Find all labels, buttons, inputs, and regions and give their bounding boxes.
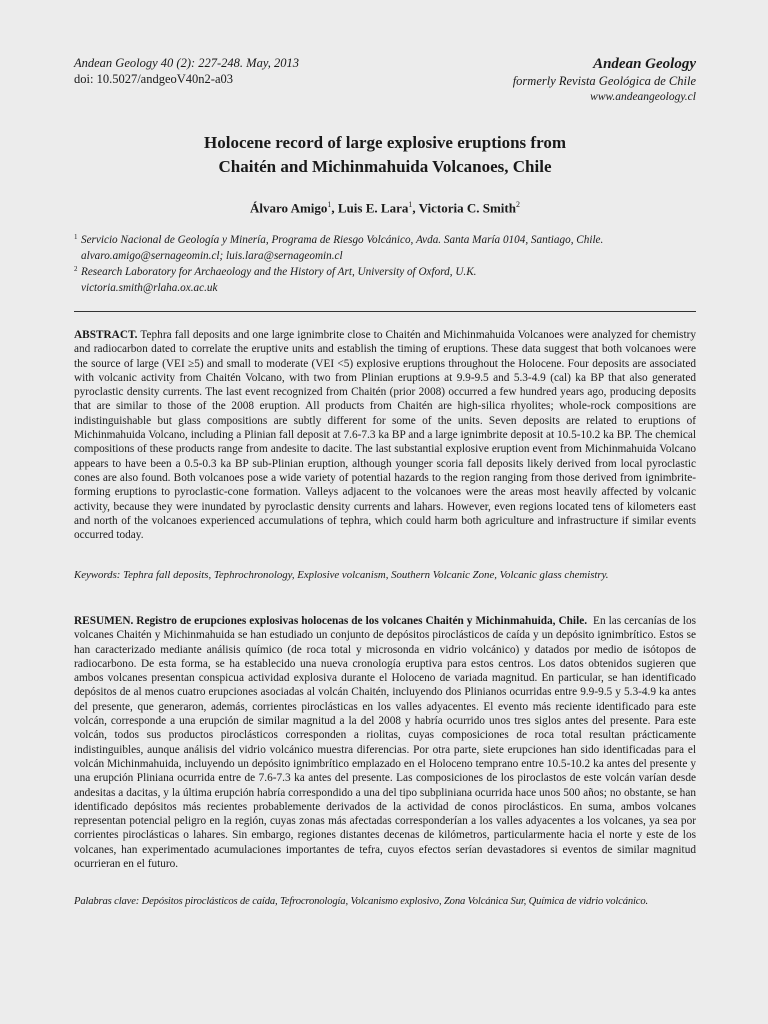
citation-block [74,55,299,87]
resumen [74,614,696,871]
abstract-text: Tephra fall deposits and one large ignimbrite close to Chaitén and Michinmahuida Volcanoes were analyzed for chemistry and radiocarbon dated to correlate the eruptive units and establish the timing of eruptions. These data suggest that both volcanoes were the source of large (VEI ≥5) and small to moderate (VEI <5) explosive eruptions throughout the Holocene. Four deposits are associated with volcanic activity from Chaitén Volcano, with two from Plinian eruptions at 9.9-9.5 and 5.3-4.9 (cal) ka BP that also generated pyroclastic density currents. The last event recognized from Chaitén (prior 2008) occurred a few hundred years ago, producing deposits that are similar to those of the 2008 eruption. All products from Chaitén are high-silica rhyolites; whole-rock compositions are indistinguishable but glass compositions are subtly different for some of the units. Seven deposits are related to eruptions of Michinmahuida Volcano, including a Plinian fall deposit at 7.6-7.3 ka BP and a large ignimbrite deposit at 10.5-10.2 ka BP. The chemical compositions of these products range from andesite to dacite. The last substantial explosive eruption event from Michinmahuida Volcano appears to have been a 0.5-0.3 ka BP sub-Plinian eruption, although younger scoria fall deposits likely derived from local pyroclastic cones are also found. Both volcanoes pose a wide variety of potential hazards to the region ranging from those derived from ignimbrite-forming eruptions to pyroclastic-cone formation. Valleys adjacent to the volcanoes were the areas most heavily affected by volcanic activity, because they were inundated by pyroclastic density currents and lahars. However, even regions located tens of kilometers east and north of the volcanoes experienced accumulations of tephra, which could harm both agriculture and infrastructure if similar events occurred today. [74,329,696,542]
affiliations [74,232,696,296]
doi[interactable]: doi: 10.5027/andgeoV40n2-a03 [74,72,234,86]
affiliation-number: 2 [74,265,78,273]
palabras-clave: Palabras clave: Depósitos piroclásticos de caída, Tefrocronología, Volcanismo explosivo, Zona Volcánica Sur, Química de vidrio volcánico. [74,896,648,907]
author-affil-mark: 1 [327,200,332,209]
header-divider [74,311,696,312]
journal-masthead [513,55,696,105]
keywords: Keywords: Tephra fall deposits, Tephrochronology, Explosive volcanism, Southern Volcanic Zone, Volcanic glass chemistry. [74,569,609,581]
abstract-label: ABSTRACT. [74,329,138,341]
affiliation-email[interactable]: victoria.smith@rlaha.ox.ac.uk [81,282,218,294]
affiliation-2 [74,264,696,296]
affiliation-email[interactable]: alvaro.amigo@sernageomin.cl; luis.lara@sernageomin.cl [81,250,343,262]
title-line-1: Holocene record of large explosive eruptions from [204,133,566,152]
author-affil-mark: 1 [408,200,413,209]
journal-former-name: formerly Revista Geológica de Chile [512,74,696,88]
resumen-text: En las cercanías de los volcanes Chaitén y Michinmahuida se han estudiado un conjunto de depósitos piroclásticos de caída y un depósito ignimbrítico. Estos se han caracterizado mediante análisis químico (de roca total y microsonda en vidrio volcánico) y datados por medio de isótopos de radiocarbono. De esta forma, se ha establecido una nueva cronología eruptiva para estos centros. Los datos obtenidos sugieren que ambos volcanes presentan conspicua actividad explosiva durante el Holoceno de variada magnitud. En particular, se han identificado depósitos de al menos cuatro erupciones asociadas al volcán Chaitén, incluyendo dos Plinianos ocurridas entre 9.9-9.5 y 5.3-4.9 ka antes del presente, que generaron, además, corrientes piroclásticas en los valles adyacentes. El evento más reciente identificado para este volcán, corresponde a una erupción de similar magnitud a la del 2008 y habría ocurrido unos tres siglos antes del presente. Para este volcán, todos sus productos piroclásticos corresponden a riolitas, cuyas composiciones de roca total resultan prácticamente indistinguibles, aunque análisis del vidrio volcánico muestra diferencias. Por otra parte, siete erupciones han sido identificadas para el volcán Michinmahuida, incluyendo un depósito ignimbrítico emplazado en el Holoceno temprano entre 10.5-10.2 ka antes del presente y una erupción Pliniana ocurrida entre de 7.6-7.3 ka antes del presente. Las composiciones de los piroclastos de este volcán varían desde andesitas a dacitas, y la última erupción habría correspondido a una del tipo subpliniana ocurrida hace unos 500 años; no obstante, se han identificado depósitos más recientes probablemente derivados de la actividad de conos piroclásticos. En suma, ambos volcanes representan potencial peligro en la región, cuyas zonas más afectadas corresponderían a los valles adyacentes a los volcanes, ya sea por corrientes piroclásticas o lahares. Sin embargo, regiones distantes decenas de kilómetros, particularmente hacia el norte y este de los volcanes, han experimentado acumulaciones importantes de tefra, cuyos efectos serían devastadores si eventos de similar magnitud ocurrieran en el futuro. [74,615,696,871]
affiliation-number: 1 [74,233,78,241]
affiliation-institution: Servicio Nacional de Geología y Minería, Programa de Riesgo Volcánico, Avda. Santa María 0104, Santiago, Chile. [81,234,604,246]
author: Álvaro Amigo [250,200,328,216]
journal-website[interactable]: www.andeangeology.cl [590,91,696,103]
affiliation-1 [74,232,696,264]
resumen-title: RESUMEN. Registro de erupciones explosivas holocenas de los volcanes Chaitén y Michinmahuida, Chile. [74,615,588,627]
abstract [74,328,696,542]
author: Victoria C. Smith [418,200,516,216]
journal-citation: Andean Geology 40 (2): 227-248. May, 2013 [74,56,299,70]
paper-title [74,131,696,179]
author-separator: , [331,200,338,216]
author-list [74,200,696,216]
journal-name: Andean Geology [593,56,696,72]
affiliation-institution: Research Laboratory for Archaeology and the History of Art, University of Oxford, U.K. [81,266,477,278]
author-affil-mark: 2 [515,200,520,209]
author: Luis E. Lara [337,200,409,216]
title-line-2: Chaitén and Michinmahuida Volcanoes, Chile [218,157,552,176]
author-separator: , [412,200,419,216]
